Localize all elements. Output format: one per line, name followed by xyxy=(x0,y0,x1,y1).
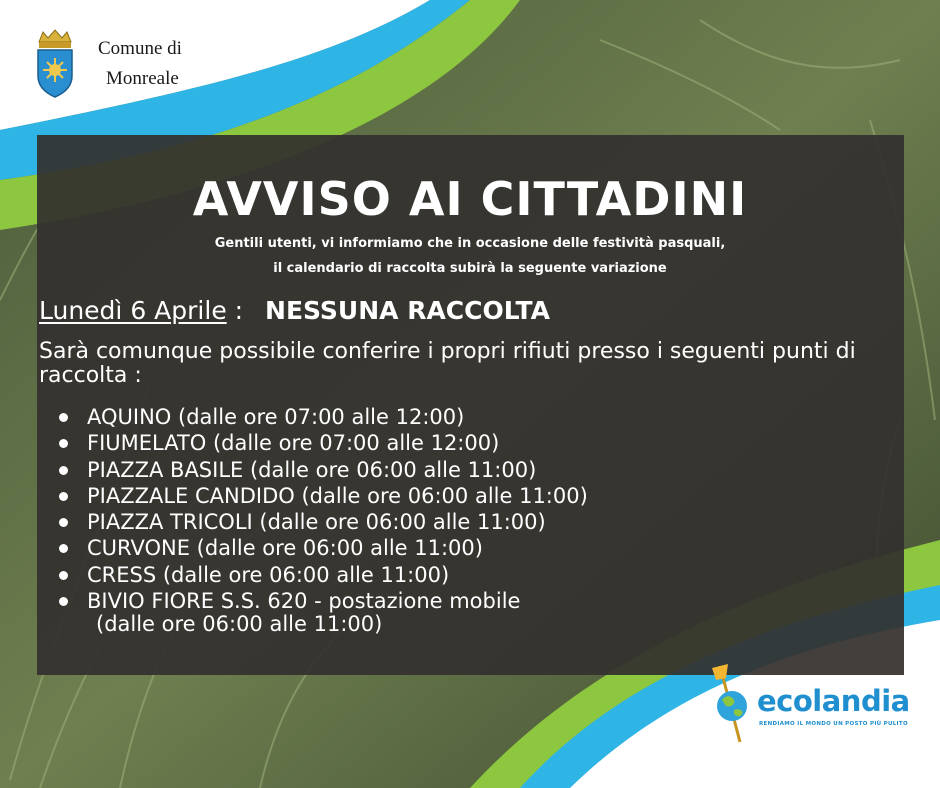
municipality-name xyxy=(98,34,182,94)
collection-intro-text: Sarà comunque possibile conferire i propri rifiuti presso i seguenti punti di raccolta : xyxy=(39,339,856,388)
municipal-crest-icon xyxy=(34,28,76,98)
collection-point-item: AQUINO (dalle ore 07:00 alle 12:00) xyxy=(58,404,588,430)
date-announcement xyxy=(39,296,550,325)
collection-point-item: CRESS (dalle ore 06:00 alle 11:00) xyxy=(58,562,588,588)
notice-subtitle-line2: il calendario di raccolta subirà la seguente variazione xyxy=(273,261,667,276)
announcement-date: Lunedì 6 Aprile xyxy=(39,296,227,325)
collection-point-item: BIVIO FIORE S.S. 620 - postazione mobile xyxy=(58,588,588,614)
ecolandia-tagline: RENDIAMO IL MONDO UN POSTO PIÙ PULITO xyxy=(759,721,908,727)
collection-point-item: PIAZZALE CANDIDO (dalle ore 06:00 alle 11:00) xyxy=(58,483,588,509)
collection-point-item: PIAZZA BASILE (dalle ore 06:00 alle 11:00) xyxy=(58,457,588,483)
ecolandia-globe-broom-icon xyxy=(706,664,756,744)
ecolandia-brand-name: ecolandia xyxy=(757,684,910,718)
collection-point-item: CURVONE (dalle ore 06:00 alle 11:00) xyxy=(58,535,588,561)
collection-point-item: PIAZZA TRICOLI (dalle ore 06:00 alle 11:00) xyxy=(58,509,588,535)
collection-point-item: FIUMELATO (dalle ore 07:00 alle 12:00) xyxy=(58,430,588,456)
municipality-line2: Monreale xyxy=(106,68,179,89)
notice-title: AVVISO AI CITTADINI xyxy=(192,172,748,226)
municipality-line1: Comune di xyxy=(98,38,182,59)
collection-point-hours-continuation: (dalle ore 06:00 alle 11:00) xyxy=(96,612,383,636)
notice-subtitle-line1: Gentili utenti, vi informiamo che in occasione delle festività pasquali, xyxy=(214,236,726,251)
collection-points-list xyxy=(58,404,588,614)
date-separator: : xyxy=(234,296,244,325)
no-collection-message: NESSUNA RACCOLTA xyxy=(265,296,551,325)
